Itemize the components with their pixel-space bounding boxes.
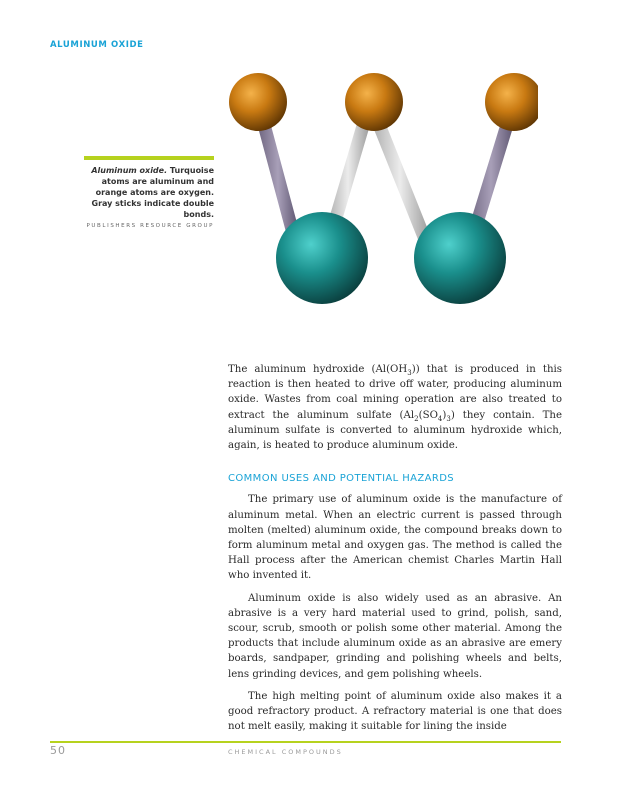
intro-paragraph: The aluminum hydroxide $(Al(OH_3))$ that is produced in this reaction is then heated to drive off water, producing aluminum oxide. Wastes from coal mining operation are also treated to extract the aluminum sulfate $(Al_2(SO_4)_3)$ they contain. The aluminum sulfate is converted to aluminum hydroxide which, again, is heated to produce aluminum oxide.	[228, 364, 562, 452]
caption-lead: Aluminum oxide.	[91, 166, 168, 175]
page-number: 50	[50, 744, 66, 757]
footer-rule	[50, 741, 561, 743]
section-heading: COMMON USES AND POTENTIAL HAZARDS	[228, 473, 455, 485]
aluminum-atom	[276, 212, 368, 304]
caption-rule	[84, 156, 214, 160]
paragraph: Aluminum oxide is also widely used as an abrasive. An abrasive is a very hard material used to grind, polish, sand, scour, scrub, smooth or polish some other material. Among the products that include aluminum oxide as an abrasive are emery boards, sandpaper, grinding and polishing wheels and belts, lens grinding devices, and gem polishing wheels.	[228, 592, 562, 680]
running-head: ALUMINUM OXIDE	[50, 40, 144, 50]
caption-credit: PUBLISHERS RESOURCE GROUP	[86, 223, 214, 229]
oxygen-atom	[345, 73, 403, 131]
paragraph: The high melting point of aluminum oxide also makes it a good refractory product. A refractory material is one that does not melt easily, making it suitable for lining the inside	[228, 690, 562, 733]
figure-caption	[84, 165, 214, 232]
book-title: CHEMICAL COMPOUNDS	[228, 748, 343, 756]
caption-text: Turquoise atoms are aluminum and orange atoms are oxygen. Gray sticks indicate double bonds.	[91, 166, 214, 219]
oxygen-atom	[229, 73, 287, 131]
aluminum-oxide-molecule-icon	[218, 62, 538, 322]
oxygen-atom	[485, 73, 538, 131]
aluminum-atom	[414, 212, 506, 304]
body-text	[228, 362, 562, 734]
paragraph: The primary use of aluminum oxide is the manufacture of aluminum metal. When an electric current is passed through molten (melted) aluminum oxide, the compound breaks down to form aluminum metal and oxygen gas. The method is called the Hall process after the American chemist Charles Martin Hall who invented it.	[228, 494, 562, 582]
